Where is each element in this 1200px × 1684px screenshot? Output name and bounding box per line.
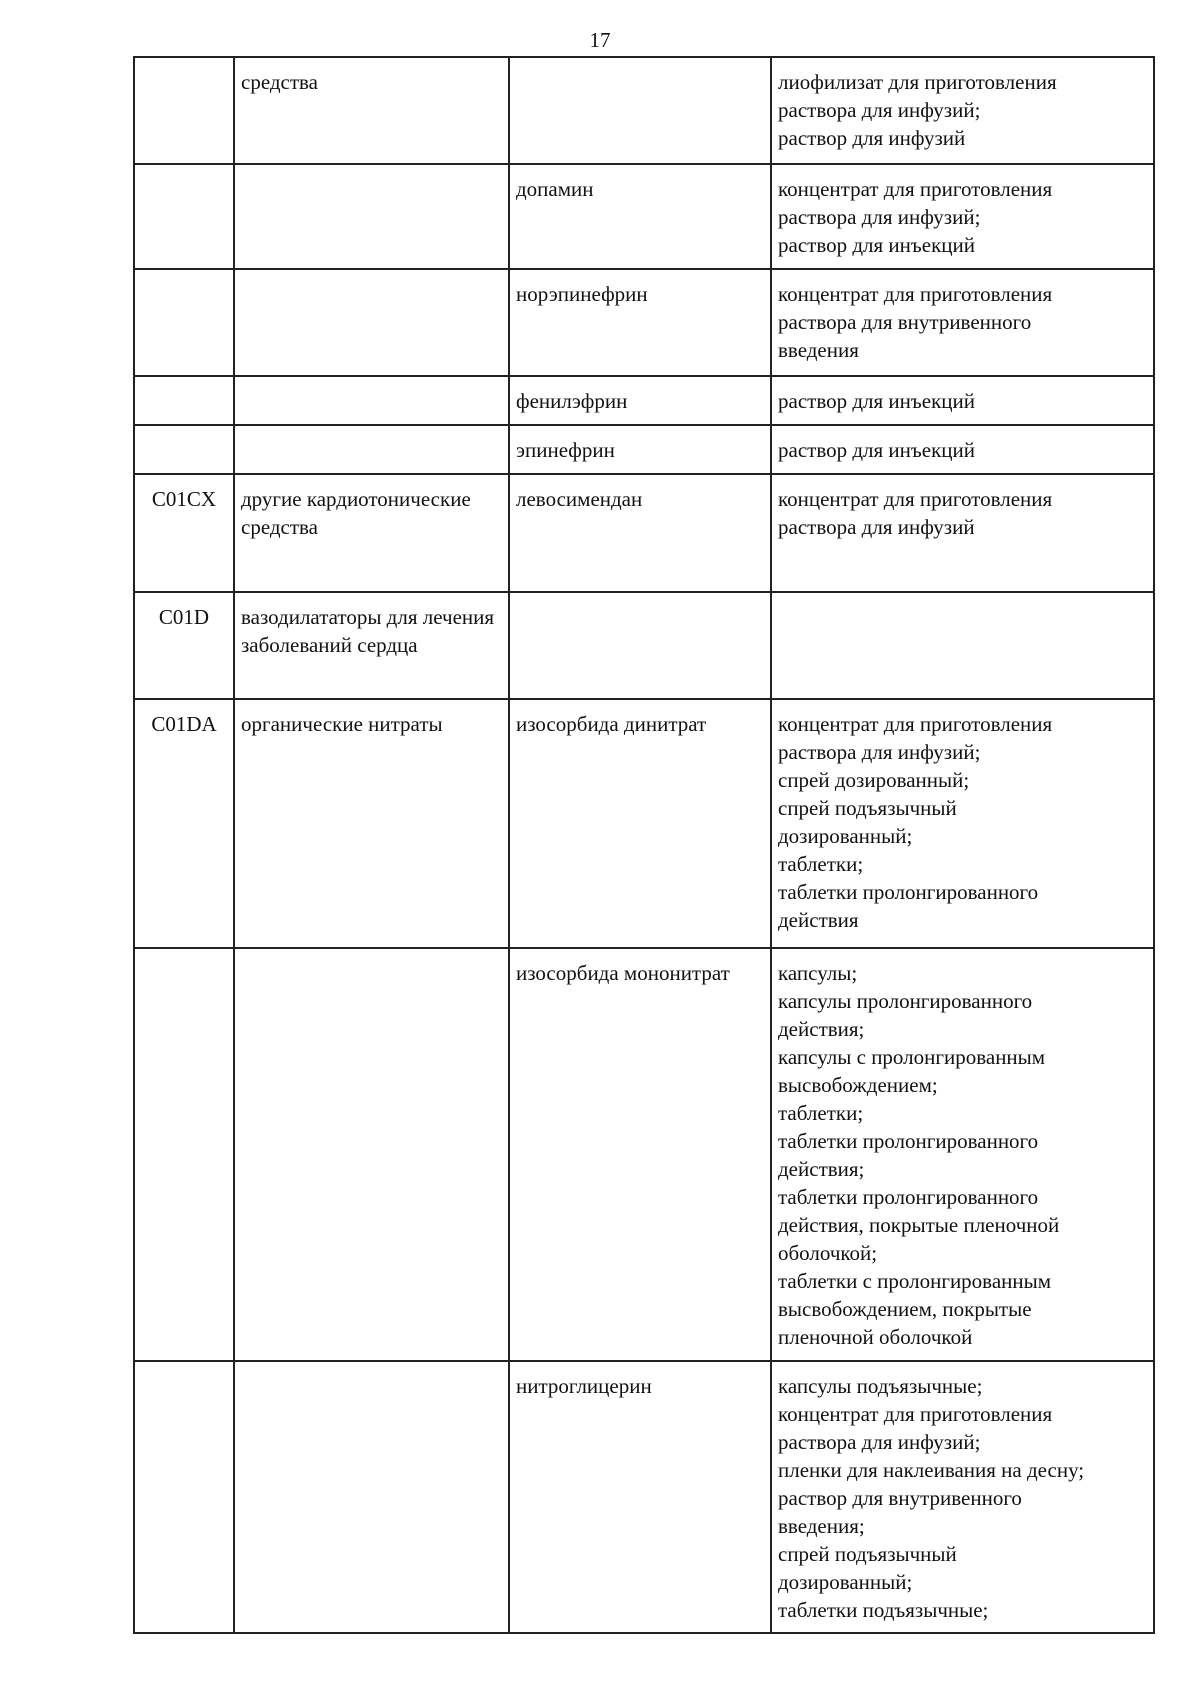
dosage-form-line: концентрат для приготовления <box>778 1402 1053 1426</box>
dosage-form-line: таблетки подъязычные; <box>778 1598 989 1622</box>
drug-name-cell: изосорбида мононитрат <box>509 948 771 1361</box>
dosage-form-line: капсулы; <box>778 961 858 985</box>
dosage-form-line: пленки для наклеивания на десну; <box>778 1458 1085 1482</box>
dosage-form-line: концентрат для приготовления <box>778 177 1053 201</box>
atc-code-cell <box>134 425 234 474</box>
dosage-form-line: введения; <box>778 1514 865 1538</box>
dosage-forms-cell <box>771 376 1154 425</box>
dosage-forms-cell <box>771 474 1154 592</box>
dosage-form-line: введения <box>778 338 859 362</box>
dosage-form-line: действия, покрытые пленочной <box>778 1213 1060 1237</box>
dosage-form-line: спрей подъязычный <box>778 796 957 820</box>
dosage-form-line: оболочкой; <box>778 1241 878 1265</box>
drug-name-cell: левосимендан <box>509 474 771 592</box>
dosage-form-line: капсулы подъязычные; <box>778 1374 983 1398</box>
table-row <box>134 425 1154 474</box>
group-name-cell <box>234 376 509 425</box>
dosage-forms-cell <box>771 948 1154 1361</box>
dosage-forms-cell <box>771 57 1154 164</box>
group-name-cell <box>234 1361 509 1633</box>
dosage-form-line: таблетки; <box>778 852 864 876</box>
atc-code-cell <box>134 57 234 164</box>
dosage-form-line: дозированный; <box>778 824 913 848</box>
dosage-forms-cell <box>771 269 1154 376</box>
dosage-form-line: действия <box>778 908 859 932</box>
table-row <box>134 699 1154 948</box>
atc-code-cell: C01DA <box>134 699 234 948</box>
table-row <box>134 57 1154 164</box>
dosage-form-line: действия; <box>778 1017 865 1041</box>
dosage-form-line: лиофилизат для приготовления <box>778 70 1057 94</box>
dosage-form-line: пленочной оболочкой <box>778 1325 973 1349</box>
drug-name-cell: нитроглицерин <box>509 1361 771 1633</box>
dosage-form-line: раствора для инфузий <box>778 515 975 539</box>
group-name-cell <box>234 948 509 1361</box>
dosage-form-line: капсулы с пролонгированным <box>778 1045 1046 1069</box>
group-name-cell: вазодилататоры для лечения заболеваний сердца <box>234 592 509 699</box>
dosage-form-line: раствор для инъекций <box>778 389 975 413</box>
drug-table <box>133 56 1155 1634</box>
atc-code-cell: C01CX <box>134 474 234 592</box>
table-row <box>134 269 1154 376</box>
table-row <box>134 376 1154 425</box>
atc-code-cell <box>134 376 234 425</box>
dosage-form-line: высвобождением; <box>778 1073 938 1097</box>
group-name-cell <box>234 425 509 474</box>
dosage-forms-cell <box>771 425 1154 474</box>
dosage-form-line: таблетки пролонгированного <box>778 880 1039 904</box>
dosage-form-line: раствор для инфузий <box>778 126 966 150</box>
drug-name-cell <box>509 57 771 164</box>
dosage-form-line: раствора для внутривенного <box>778 310 1032 334</box>
group-name-cell: средства <box>234 57 509 164</box>
group-name-cell <box>234 164 509 269</box>
dosage-form-line: таблетки; <box>778 1101 864 1125</box>
dosage-form-line: раствор для инъекций <box>778 233 975 257</box>
group-name-cell <box>234 269 509 376</box>
dosage-forms-cell <box>771 1361 1154 1633</box>
drug-name-cell <box>509 592 771 699</box>
dosage-forms-cell <box>771 699 1154 948</box>
dosage-form-line: концентрат для приготовления <box>778 487 1053 511</box>
dosage-form-line: раствор для внутривенного <box>778 1486 1022 1510</box>
atc-code-cell <box>134 269 234 376</box>
dosage-forms-cell <box>771 164 1154 269</box>
drug-table-body <box>134 57 1154 1633</box>
dosage-form-line: концентрат для приготовления <box>778 712 1053 736</box>
atc-code-cell <box>134 1361 234 1633</box>
atc-code-cell: C01D <box>134 592 234 699</box>
drug-name-cell: изосорбида динитрат <box>509 699 771 948</box>
table-row <box>134 474 1154 592</box>
dosage-form-line: спрей подъязычный <box>778 1542 957 1566</box>
dosage-form-line: высвобождением, покрытые <box>778 1297 1032 1321</box>
dosage-form-line: раствора для инфузий; <box>778 98 981 122</box>
dosage-form-line: концентрат для приготовления <box>778 282 1053 306</box>
dosage-form-line: капсулы пролонгированного <box>778 989 1033 1013</box>
dosage-form-line: раствора для инфузий; <box>778 205 981 229</box>
dosage-form-line: раствор для инъекций <box>778 438 975 462</box>
dosage-forms-cell <box>771 592 1154 699</box>
drug-name-cell: эпинефрин <box>509 425 771 474</box>
dosage-form-line: спрей дозированный; <box>778 768 970 792</box>
drug-name-cell: допамин <box>509 164 771 269</box>
group-name-cell: органические нитраты <box>234 699 509 948</box>
atc-code-cell <box>134 164 234 269</box>
dosage-form-line: дозированный; <box>778 1570 913 1594</box>
table-row <box>134 592 1154 699</box>
atc-code-cell <box>134 948 234 1361</box>
dosage-form-line: таблетки пролонгированного <box>778 1129 1039 1153</box>
table-row <box>134 164 1154 269</box>
drug-name-cell: норэпинефрин <box>509 269 771 376</box>
dosage-form-line: таблетки пролонгированного <box>778 1185 1039 1209</box>
table-row <box>134 948 1154 1361</box>
dosage-form-line: таблетки с пролонгированным <box>778 1269 1052 1293</box>
dosage-form-line: действия; <box>778 1157 865 1181</box>
dosage-form-line: раствора для инфузий; <box>778 740 981 764</box>
page-number: 17 <box>589 28 611 52</box>
group-name-cell: другие кардиотонические средства <box>234 474 509 592</box>
drug-name-cell: фенилэфрин <box>509 376 771 425</box>
table-row <box>134 1361 1154 1633</box>
dosage-form-line: раствора для инфузий; <box>778 1430 981 1454</box>
